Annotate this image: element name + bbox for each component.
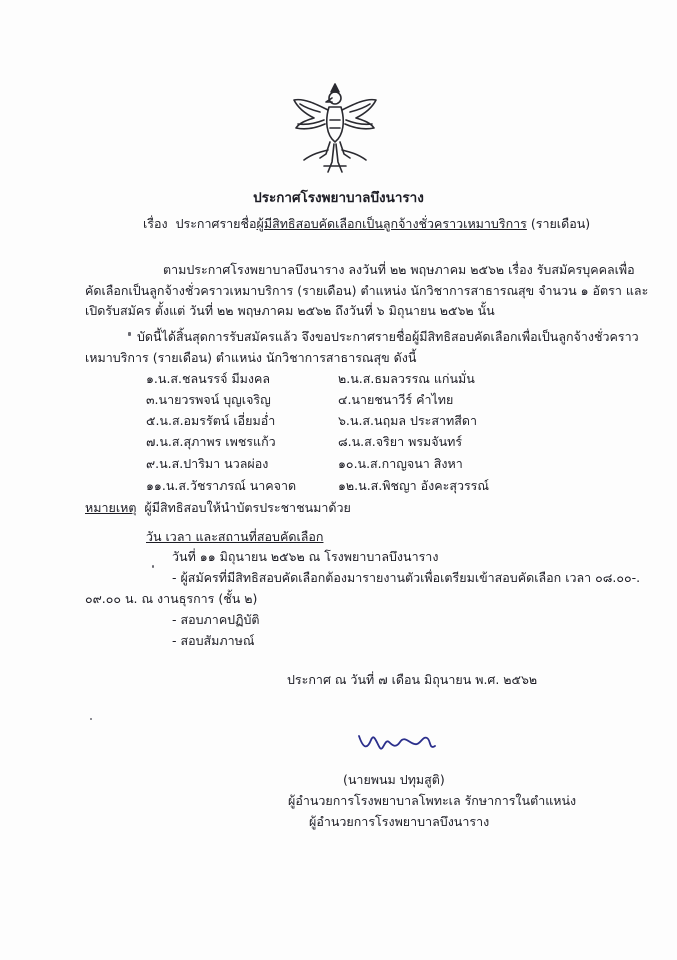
scan-speck: [128, 332, 131, 336]
candidate-name: ๕.น.ส.อมรรัตน์ เอี่ยมอ่ำ: [146, 413, 276, 428]
paragraph1-line2: คัดเลือกเป็นลูกจ้างชั่วคราวเหมาบริการ (รายเดือน) ตำแหน่ง นักวิชาการสาธารณสุข จำนวน ๑ อัตรา และ: [85, 283, 649, 298]
candidate-name: ๑๑.น.ส.วัชราภรณ์ นาคจาด: [146, 478, 297, 493]
schedule-item-report: - ผู้สมัครที่มีสิทธิสอบคัดเลือกต้องมารายงานตัวเพื่อเตรียมเข้าสอบคัดเลือก เวลา ๐๘.๐๐-.: [172, 570, 641, 585]
schedule-item-interview: - สอบสัมภาษณ์: [172, 633, 255, 648]
candidate-name: ๑.น.ส.ชลนรรจ์ มีมงคล: [146, 371, 271, 386]
subject-label: เรื่อง: [143, 216, 168, 231]
candidate-name: ๔.นายชนาวีร์ คำไทย: [338, 392, 454, 407]
candidate-name: ๓.นายวรพจน์ บุญเจริญ: [146, 392, 271, 407]
note-line: [85, 498, 351, 518]
candidate-row: [0, 432, 677, 452]
candidate-row: [0, 476, 677, 496]
announcement-title: ประกาศโรงพยาบาลบึงนาราง: [253, 190, 424, 206]
scan-speck: [90, 718, 92, 720]
paragraph2-line2: เหมาบริการ (รายเดือน) ตำแหน่ง นักวิชาการสาธารณสุข ดังนี้: [85, 350, 417, 365]
schedule-heading: วัน เวลา และสถานที่สอบคัดเลือก: [146, 529, 324, 544]
candidate-row: [0, 411, 677, 431]
schedule-date-place: วันที่ ๑๑ มิถุนายน ๒๕๖๒ ณ โรงพยาบาลบึงนาราง: [172, 549, 439, 564]
subject-text-plain: ประกาศรายชื่อ: [175, 216, 257, 231]
candidate-name: ๒.น.ส.ธมลวรรณ แก่นมั่น: [338, 371, 475, 386]
candidate-row: [0, 454, 677, 474]
candidate-name: ๑๒.น.ส.พิชญา อังคะสุวรรณ์: [338, 478, 489, 493]
scan-speck: [152, 565, 154, 568]
paragraph2-line1: บัดนี้ได้สิ้นสุดการรับสมัครแล้ว จึงขอประกาศรายชื่อผู้มีสิทธิสอบคัดเลือกเพื่อเป็นลูกจ้างชั่วคราว: [137, 329, 639, 344]
candidate-name: ๘.น.ส.จริยา พรมจันทร์: [338, 434, 463, 449]
candidate-name: ๑๐.น.ส.กาญจนา สิงหา: [338, 456, 463, 471]
signer-position: ผู้อำนวยการโรงพยาบาลบึงนาราง: [309, 814, 490, 829]
schedule-item-report-continued: ๐๙.๐๐ น. ณ งานธุรการ (ชั้น ๒): [85, 591, 258, 606]
signature-icon: [355, 728, 440, 758]
candidate-name: ๖.น.ส.นฤมล ประสาทสีดา: [338, 413, 478, 428]
subject-text-underlined: ผู้มีสิทธิสอบคัดเลือกเป็นลูกจ้างชั่วคราวเหมาบริการ: [256, 216, 527, 231]
candidate-name: ๙.น.ส.ปาริมา นวลผ่อง: [146, 456, 269, 471]
paragraph1-line3: เปิดรับสมัคร ตั้งแต่ วันที่ ๒๒ พฤษภาคม ๒๕๖๒ ถึงวันที่ ๖ มิถุนายน ๒๕๖๒ นั้น: [85, 303, 495, 318]
subject-text-suffix: (รายเดือน): [530, 216, 591, 231]
candidate-row: [0, 390, 677, 410]
note-label: หมายเหตุ: [85, 500, 137, 515]
schedule-item-practical: - สอบภาคปฏิบัติ: [172, 612, 260, 627]
paragraph1-line1: ตามประกาศโรงพยาบาลบึงนาราง ลงวันที่ ๒๒ พฤษภาคม ๒๕๖๒ เรื่อง รับสมัครบุคคลเพื่อ: [163, 262, 635, 277]
candidate-name: ๗.น.ส.สุภาพร เพชรแก้ว: [146, 434, 276, 449]
subject-line: [143, 214, 590, 234]
garuda-emblem-icon: [290, 80, 380, 175]
signer-position-acting: ผู้อำนวยการโรงพยาบาลโพทะเล รักษาการในตำแหน่ง: [288, 793, 577, 808]
announcement-date: ประกาศ ณ วันที่ ๗ เดือน มิถุนายน พ.ศ. ๒๕๖๒: [287, 672, 538, 687]
signer-name: (นายพนม ปทุมสูติ): [343, 772, 445, 787]
candidate-row: [0, 369, 677, 389]
note-text: ผู้มีสิทธิสอบให้นำบัตรประชาชนมาด้วย: [144, 500, 351, 515]
